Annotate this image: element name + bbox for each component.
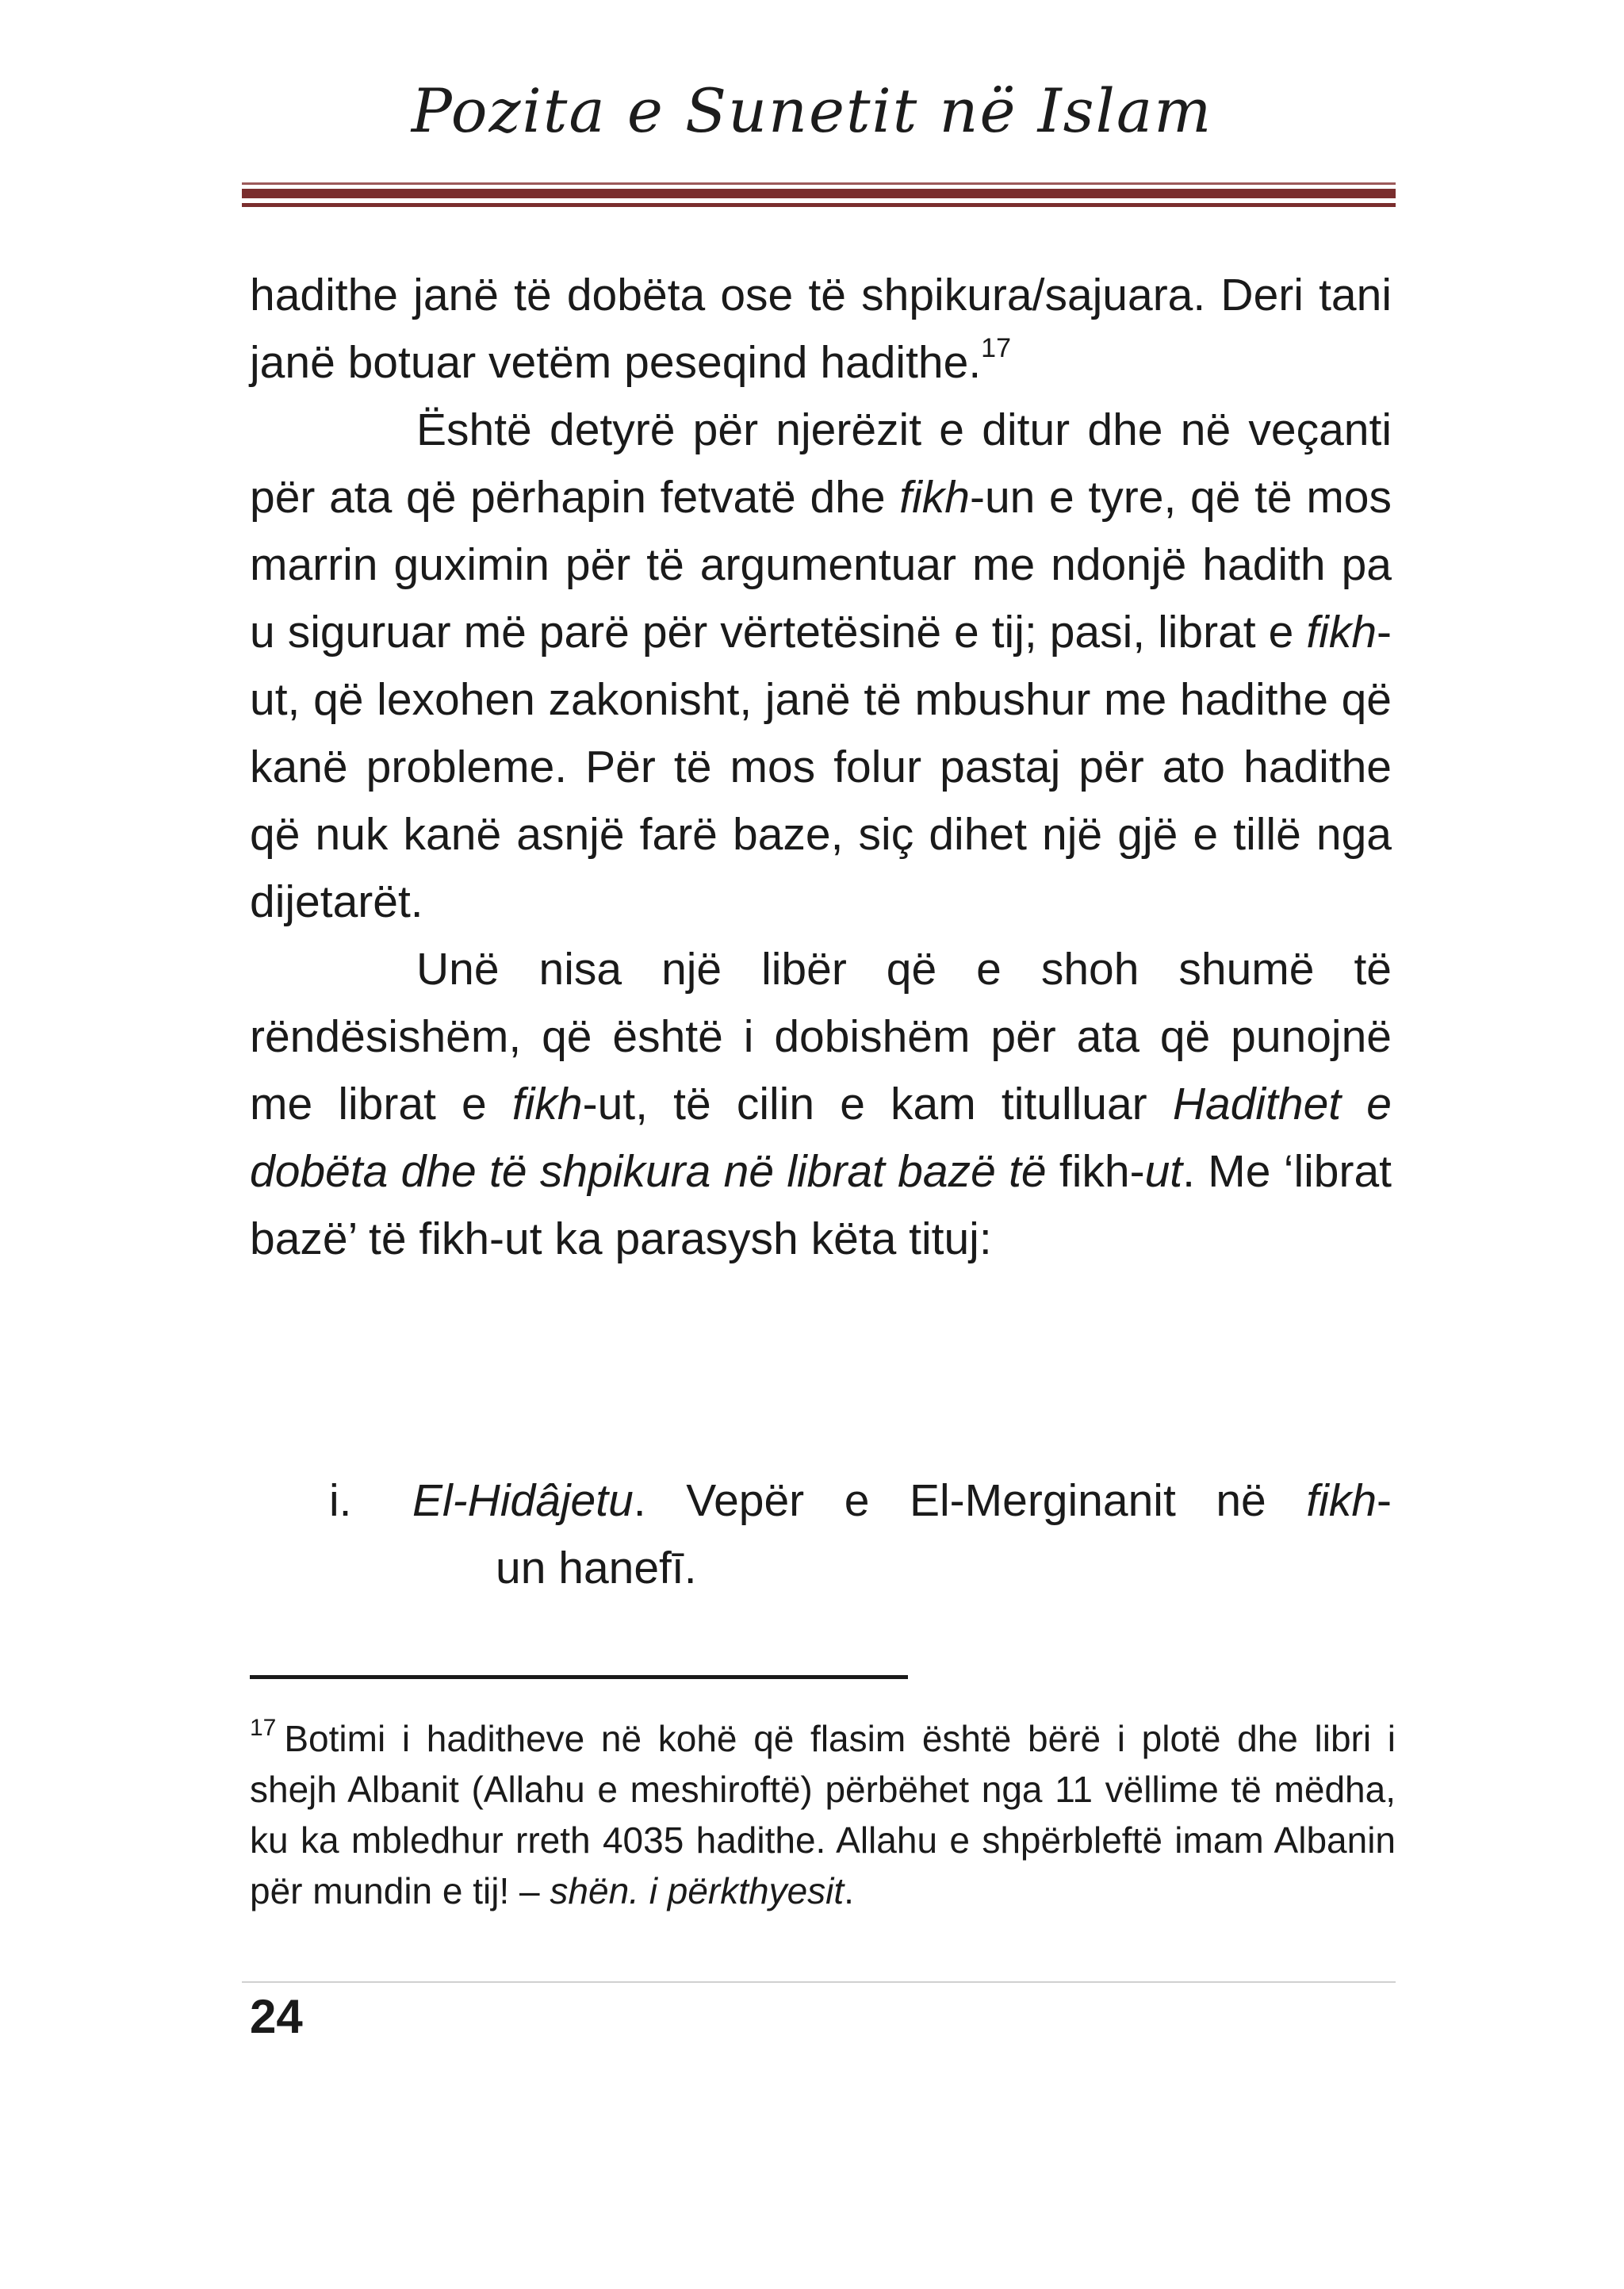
list-item-text-b: - bbox=[1377, 1475, 1392, 1526]
paragraph-3 bbox=[250, 936, 1392, 1273]
footnote-separator bbox=[250, 1675, 908, 1679]
paragraph-3-text-a: Unë nisa një libër që e shoh shumë të rëndësishëm, që është i dobishëm për ata që punojnë me librat e bbox=[250, 944, 1392, 1129]
header-rule-thin bbox=[242, 203, 1396, 207]
footnote-text-a: Botimi i haditheve në kohë që flasim është bërë i plotë dhe libri i shejh Albanit (Allahu e meshiroftë) përbëhet nga 11 vëllime të mëdha, ku ka mbledhur rreth 4035 hadithe. Allahu e shpërbleftë imam Albanin për mundin e tij! – bbox=[250, 1718, 1396, 1911]
list-item-title: El-Hidâjetu bbox=[412, 1475, 634, 1526]
list-item-number: i. bbox=[329, 1475, 352, 1526]
paragraph-2 bbox=[250, 397, 1392, 936]
paragraph-1 bbox=[250, 262, 1392, 397]
running-header: Pozita e Sunetit në Islam bbox=[411, 75, 1213, 146]
footnote-text-b: . bbox=[844, 1870, 854, 1911]
book-title: Hadithet e dobëta dhe të shpikura në librat bazë të bbox=[250, 1079, 1392, 1197]
footnote-attribution: shën. i përkthyesit bbox=[550, 1870, 845, 1911]
book-list bbox=[250, 1467, 1392, 1602]
page-number: 24 bbox=[250, 1990, 303, 2043]
list-item-line-1 bbox=[412, 1467, 1392, 1535]
list-item bbox=[250, 1467, 1392, 1602]
paragraph-2-text-c: -ut, që lexohen zakonisht, janë të mbushur me hadithe që kanë probleme. Për të mos folur pastaj për ato hadithe që nuk kanë asnjë farë baze, siç dihet një gjë e tillë nga dijetarët. bbox=[250, 607, 1392, 927]
footer-rule bbox=[242, 1981, 1396, 1983]
paragraph-3-text-d: . Me ‘librat bazë’ të fikh-ut ka parasysh këta tituj: bbox=[250, 1146, 1392, 1264]
paragraph-2-text-b: -un e tyre, që të mos marrin guximin për të argumentuar me ndonjë hadith pa u siguruar më parë për vërtetësinë e tij; pasi, librat e bbox=[250, 472, 1392, 658]
term-fikh: fikh bbox=[511, 1079, 583, 1129]
footnote-mark: 17 bbox=[250, 1715, 277, 1741]
term-fikh: fikh bbox=[1306, 1475, 1377, 1526]
list-item-text-a: . Vepër e El-Merginanit në bbox=[633, 1475, 1307, 1526]
header-rule-hairline bbox=[242, 182, 1396, 185]
paragraph-3-text-b: -ut, të cilin e kam titulluar bbox=[582, 1079, 1173, 1129]
paragraph-3-text-c: fikh- bbox=[1046, 1146, 1145, 1197]
term-fikh: fikh bbox=[899, 472, 970, 523]
footnote-reference[interactable]: 17 bbox=[981, 333, 1011, 363]
list-item-line-2: un hanefī. bbox=[496, 1543, 697, 1593]
main-body bbox=[250, 262, 1392, 1273]
term-fikh: fikh bbox=[1306, 607, 1377, 658]
header-rule-thick bbox=[242, 189, 1396, 198]
paragraph-2-text-a: Është detyrë për njerëzit e ditur dhe në veçanti për ata që përhapin fetvatë dhe bbox=[250, 405, 1392, 523]
book-title-suffix: ut bbox=[1144, 1146, 1183, 1197]
paragraph-1-text: hadithe janë të dobëta ose të shpikura/sajuara. Deri tani janë botuar vetëm peseqind hadithe. bbox=[250, 270, 1392, 388]
footnote bbox=[250, 1713, 1396, 1916]
